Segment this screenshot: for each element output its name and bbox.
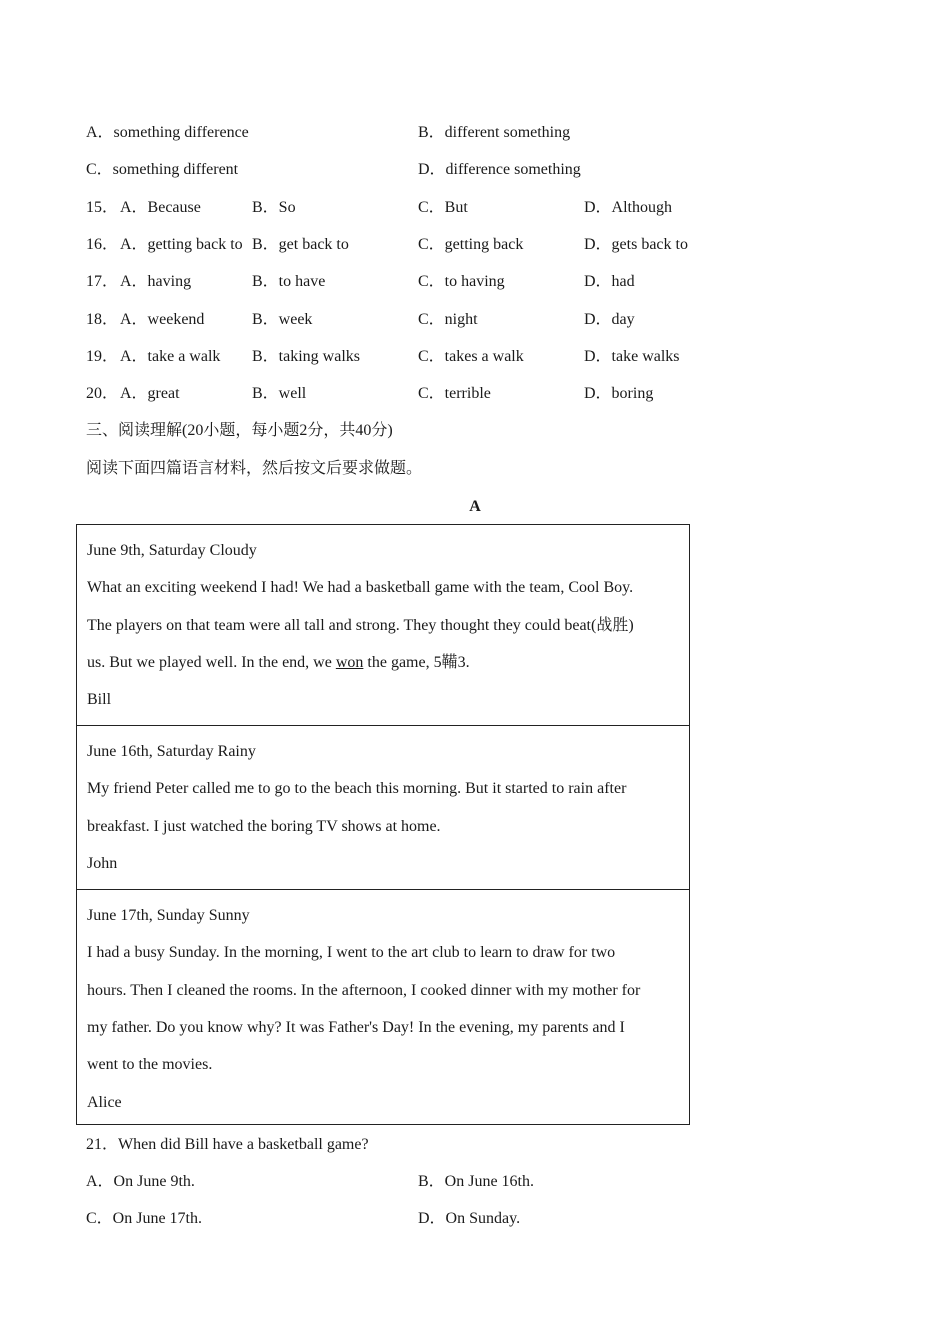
passage-label: A [469,498,481,515]
option-b: B．week [252,311,313,328]
option-b: B．get back to [252,236,349,253]
option-a: A．getting back to [120,236,243,253]
diary-text-line: breakfast. I just watched the boring TV shows at home. [87,818,441,835]
diary-text-line: hours. Then I cleaned the rooms. In the afternoon, I cooked dinner with my mother for [87,982,641,999]
diary-table [76,524,690,1125]
option-c: C．takes a walk [418,348,524,365]
option-b: B．well [252,385,307,402]
question-number: 17． [86,273,119,290]
underlined-word: won [335,654,364,671]
diary-author: Alice [87,1094,122,1111]
option-b: B．taking walks [252,348,360,365]
option-a: A．take a walk [120,348,221,365]
diary-text-line: went to the movies. [87,1056,213,1073]
option-a: A．weekend [120,311,205,328]
option-d: D．take walks [584,348,680,365]
question-number: 20． [86,385,119,402]
diary-date: June 16th, Saturday Rainy [87,743,256,760]
q21-option-d: D．On Sunday. [418,1210,521,1227]
q14-option-a: A．something difference [86,124,249,141]
option-c: C．But [418,199,468,216]
option-a: A．Because [120,199,201,216]
option-b: B．So [252,199,296,216]
question-number: 16． [86,236,119,253]
option-c: C．night [418,311,478,328]
question-number: 15． [86,199,119,216]
diary-text-line [87,653,470,673]
section-instruction: 阅读下面四篇语言材料，然后按文后要求做题。 [86,460,423,477]
diary-text-line: What an exciting weekend I had! We had a basketball game with the team, Cool Boy. [87,579,634,596]
question-number: 18． [86,311,119,328]
option-c: C．to having [418,273,505,290]
text-segment: us. But we played well. In the end, we [87,654,336,671]
diary-text-line: my father. Do you know why? It was Father's Day! In the evening, my parents and I [87,1019,625,1036]
q14-option-d: D．difference something [418,161,581,178]
option-d: D．boring [584,385,654,402]
q21-option-a: A．On June 9th. [86,1173,195,1190]
option-a: A．having [120,273,192,290]
diary-date: June 9th, Saturday Cloudy [87,542,257,559]
option-c: C．getting back [418,236,524,253]
question-number: 19． [86,348,119,365]
option-d: D．day [584,311,635,328]
diary-text-line: I had a busy Sunday. In the morning, I went to the art club to learn to draw for two [87,944,616,961]
q14-option-c: C．something different [86,161,239,178]
option-c: C．terrible [418,385,491,402]
diary-entry-john [77,726,689,890]
text-segment: the game, 5鞴3. [363,654,470,671]
option-d: D．Although [584,199,673,216]
diary-date: June 17th, Sunday Sunny [87,907,250,924]
option-d: D．had [584,273,635,290]
diary-text-line: The players on that team were all tall and strong. They thought they could beat(战胜) [87,617,634,634]
option-b: B．to have [252,273,326,290]
option-d: D．gets back to [584,236,688,253]
diary-author: John [87,855,118,872]
q21-option-b: B．On June 16th. [418,1173,535,1190]
diary-entry-alice [77,890,689,1124]
q21-option-c: C．On June 17th. [86,1210,203,1227]
diary-author: Bill [87,691,112,708]
diary-entry-bill [77,525,689,726]
q14-option-b: B．different something [418,124,571,141]
option-a: A．great [120,385,180,402]
question-21-stem: 21．When did Bill have a basketball game? [86,1136,369,1153]
diary-text-line: My friend Peter called me to go to the beach this morning. But it started to rain after [87,780,627,797]
section-heading: 三、阅读理解(20小题，每小题2分，共40分) [86,422,393,439]
